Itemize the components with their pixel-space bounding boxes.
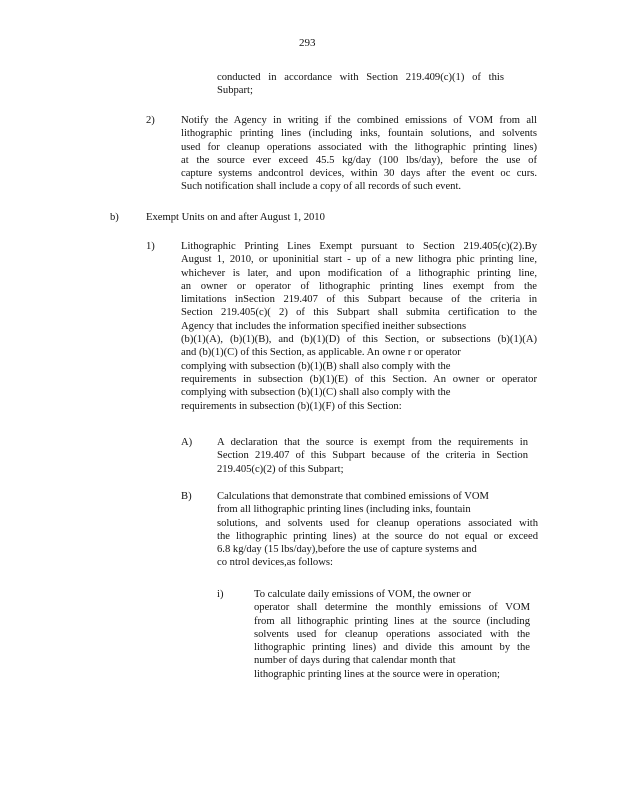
item-i-paragraph [254,588,530,681]
text-line: whichever is later, and upon modification of a lithographic printing line, [181,267,537,279]
text-line: from all lithographic printing lines (including inks, fountain [217,504,471,516]
text-line: lithographic printing lines) and divide this amount by the [254,642,530,654]
text-line: limitations inSection 219.407 of this Subpart because of the criteria in [181,294,537,306]
text-line: the lithographic printing lines) at the source do not equal or exceed [217,530,538,542]
text-line: lithographic printing lines at the source were in operation; [254,668,500,680]
text-line: number of days during that calendar month that [254,655,456,667]
text-line: requirements in subsection (b)(1)(F) of this Section: [181,400,402,412]
item-marker-B: B) [181,491,192,502]
text-line: 6.8 kg/day (15 lbs/day),before the use of capture systems and [217,544,477,556]
item-marker-2: 2) [146,115,155,126]
text-line: conducted in accordance with Section 219.409(c)(1) of this [217,72,504,83]
text-line: Such notification shall include a copy of all records of such event. [181,181,462,193]
item-A-paragraph [217,436,528,476]
item-1-paragraph [181,240,537,413]
section-b-heading: Exempt Units on and after August 1, 2010 [146,212,325,223]
text-line: an owner or operator of lithographic printing lines exempt from the [181,280,537,292]
text-line: complying with subsection (b)(1)(C) shall also comply with the [181,387,451,399]
text-line: at the source ever exceed 45.5 kg/day (100 lbs/day), before the use of [181,154,537,166]
text-line: Notify the Agency in writing if the combined emissions of VOM from all [181,115,537,126]
continuation-text [217,71,504,98]
text-line: operator shall determine the monthly emissions of VOM [254,602,530,614]
text-line: Calculations that demonstrate that combined emissions of VOM [217,491,489,502]
text-line: lithographic printing lines (including inks, fountain solutions, and solvents [181,128,537,140]
text-line: and (b)(1)(C) of this Section, as applicable. An owne r or operator [181,347,461,359]
item-marker-A: A) [181,437,193,448]
text-line: used for cleanup operations associated with the lithographic printing lines) [181,141,537,153]
text-line: (b)(1)(A), (b)(1)(B), and (b)(1)(D) of this Section, or subsections (b)(1)(A) [181,334,537,346]
item-B-paragraph [217,490,538,570]
text-line: capture systems andcontrol devices, within 30 days after the event oc curs. [181,168,537,180]
text-line: 219.405(c)(2) of this Subpart; [217,463,344,475]
text-line: To calculate daily emissions of VOM, the owner or [254,589,472,600]
text-line: solutions, and solvents used for cleanup operations associated with [217,517,538,529]
item-2-paragraph [181,114,537,194]
text-line: A declaration that the source is exempt from the requirements in [217,437,528,448]
text-line: co ntrol devices,as follows: [217,557,333,569]
text-line: Section 219.407 of this Subpart because of the criteria in Section [217,450,528,462]
item-marker-1: 1) [146,241,155,252]
item-marker-i: i) [217,589,224,600]
text-line: Agency that includes the information specified ineither subsections [181,320,467,332]
section-marker-b: b) [110,212,119,223]
text-line: Lithographic Printing Lines Exempt pursuant to Section 219.405(c)(2).By [181,241,537,252]
text-line: from all lithographic printing lines at the source (including [254,615,530,627]
text-line: August 1, 2010, or uponinitial start - up of a new lithogra phic printing line, [181,254,537,266]
page-number: 293 [299,37,316,49]
text-line: complying with subsection (b)(1)(B) shall also comply with the [181,360,451,372]
text-line: requirements in subsection (b)(1)(E) of this Section. An owner or operator [181,373,537,385]
text-line: Section 219.405(c)( 2) of this Subpart shall submita certification to the [181,307,537,319]
text-line: Subpart; [217,85,253,97]
text-line: solvents used for cleanup operations associated with the [254,628,530,640]
